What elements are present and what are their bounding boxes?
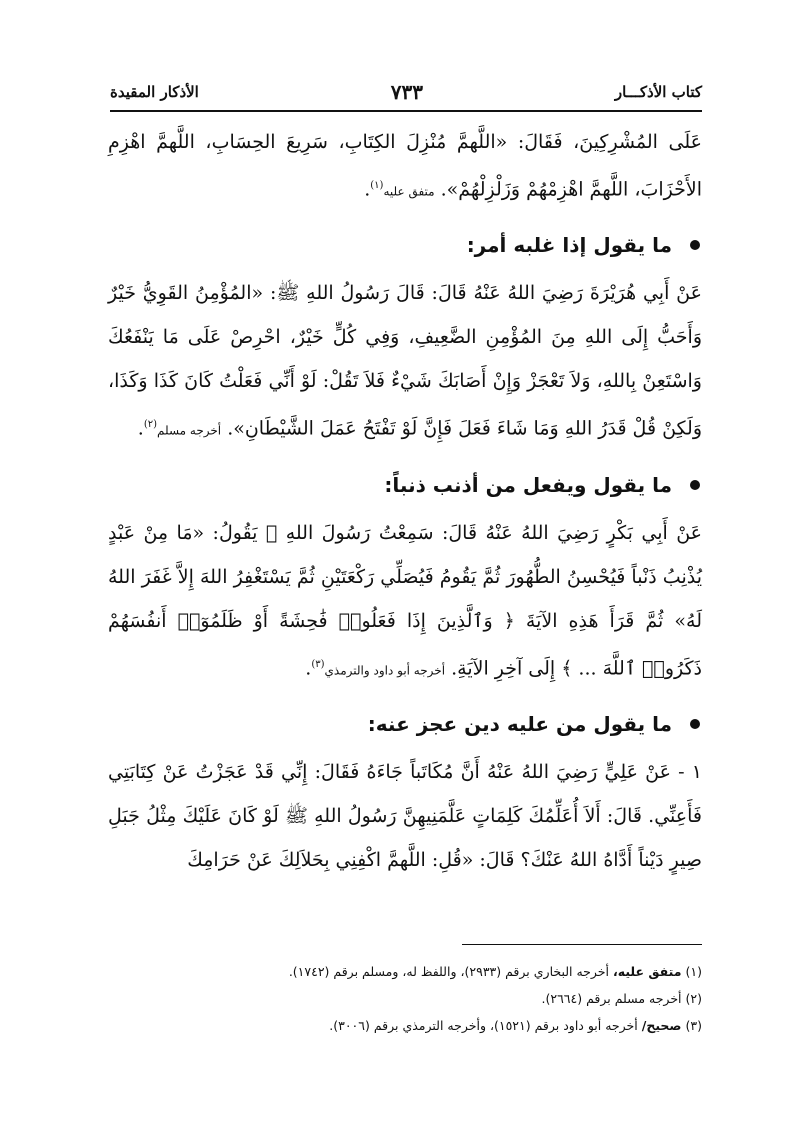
section-heading — [108, 702, 702, 746]
footnote — [110, 985, 702, 1012]
footnote-number: (١) — [685, 964, 702, 979]
footnote-grade: متفق عليه، — [612, 964, 682, 979]
hadith-text: ١ - عَنْ عَلِيٍّ رَضِيَ اللهُ عَنْهُ أَنَّ مُكَاتَباً جَاءَهُ فَقَالَ: إِنِّي قَدْ عَجَزْتُ عَنْ كِتَابَتِي فَأَعِنِّي. قَالَ: أَلاَ أُعَلِّمُكَ كَلِمَاتٍ عَلَّمَنِيهِنَّ رَسُولُ اللهِ ﷺ لَوْ كَانَ عَلَيْكَ مِثْلُ جَبَلِ صِيرٍ دَيْناً أَدَّاهُ اللهُ عَنْكَ؟ قَالَ: «قُلِ: اللَّهمَّ اكْفِنِي بِحَلاَلِكَ عَنْ حَرَامِكَ — [108, 760, 702, 871]
hadith-text: عَنْ أَبِي هُرَيْرَةَ رَضِيَ اللهُ عَنْهُ قَالَ: قَالَ رَسُولُ اللهِ ﷺ: «المُؤْمِنُ القَوِيُّ خَيْرٌ وَأَحَبُّ إِلَى اللهِ مِنَ المُؤْمِنِ الضَّعِيفِ، وَفِي كُلٍّ خَيْرٌ، احْرِصْ عَلَى مَا يَنْفَعُكَ وَاسْتَعِنْ بِاللهِ، وَلاَ تَعْجَزْ وَإِنْ أَصَابَكَ شَيْءٌ فَلاَ تَقُلْ: لَوْ أَنِّي فَعَلْتُ كَانَ كَذَا وَكَذَا، وَلَكِنْ قُلْ قَدَرُ اللهِ وَمَا شَاءَ فَعَلَ فَإِنَّ لَوْ تَفْتَحُ عَمَلَ الشَّيْطَانِ». — [108, 282, 702, 440]
footnote-ref[interactable]: (٣) — [311, 658, 325, 670]
hadith-note: أخرجه مسلم — [157, 423, 222, 438]
footnote — [110, 1012, 702, 1039]
bullet-icon — [690, 480, 700, 490]
section-heading-text: ما يقول من عليه دين عجز عنه: — [367, 711, 672, 736]
footnote-grade: صحيح/ — [641, 1018, 682, 1033]
intro-note: متفق عليه — [383, 184, 435, 199]
footnote-text: أخرجه البخاري برقم (٢٩٣٣)، واللفظ له، ومسلم برقم (١٧٤٢). — [288, 964, 609, 979]
section-title: الأذكار المقيدة — [110, 83, 199, 101]
intro-paragraph: عَلَى المُشْرِكِينَ، فَقَالَ: «اللَّهمَّ مُنْزِلَ الكِتَابِ، سَرِيعَ الحِسَابِ، اللَّهمَّ اهْزِمِ الأَحْزَابَ، اللَّهمَّ اهْزِمْهُمْ وَزَلْزِلْهُمْ». متفق عليه$^{(١)}$. — [108, 131, 702, 201]
section-heading-text: ما يقول ويفعل من أذنب ذنباً: — [384, 472, 672, 497]
main-text — [108, 120, 702, 882]
footnote-rule — [462, 944, 702, 945]
hadith-paragraph: عَنْ أَبِي هُرَيْرَةَ رَضِيَ اللهُ عَنْهُ قَالَ: قَالَ رَسُولُ اللهِ ﷺ: «المُؤْمِنُ القَوِيُّ خَيْرٌ وَأَحَبُّ إِلَى اللهِ مِنَ المُؤْمِنِ الضَّعِيفِ، وَفِي كُلٍّ خَيْرٌ، احْرِصْ عَلَى مَا يَنْفَعُكَ وَاسْتَعِنْ بِاللهِ، وَلاَ تَعْجَزْ وَإِنْ أَصَابَكَ شَيْءٌ فَلاَ تَقُلْ: لَوْ أَنِّي فَعَلْتُ كَانَ كَذَا وَكَذَا، وَلَكِنْ قُلْ قَدَرُ اللهِ وَمَا شَاءَ فَعَلَ فَإِنَّ لَوْ تَفْتَحُ عَمَلَ الشَّيْطَانِ». أخرجه مسلم$^{(٢)}$. — [108, 282, 702, 440]
bullet-icon — [690, 719, 700, 729]
bullet-icon — [690, 240, 700, 250]
footnote-text: أخرجه مسلم برقم (٢٦٦٤). — [541, 991, 682, 1006]
hadith-paragraph — [108, 750, 702, 882]
section-heading — [108, 223, 702, 267]
footnote-number: (٢) — [685, 991, 702, 1006]
section-heading-text: ما يقول إذا غلبه أمر: — [466, 233, 672, 258]
section-heading — [108, 463, 702, 507]
hadith-note: أخرجه أبو داود والترمذي — [324, 662, 446, 677]
footnote-text: أخرجه أبو داود برقم (١٥٢١)، وأخرجه الترمذي برقم (٣٠٠٦). — [329, 1018, 638, 1033]
running-header — [110, 78, 702, 106]
footnote-number: (٣) — [685, 1018, 702, 1033]
header-rule — [110, 110, 702, 112]
footnote — [110, 958, 702, 985]
page-number: ٧٣٣ — [390, 80, 423, 104]
hadith-text: عَنْ أَبِي بَكْرٍ رَضِيَ اللهُ عَنْهُ قَالَ: سَمِعْتُ رَسُولَ اللهِ ﷺ يَقُولُ: «مَا مِنْ عَبْدٍ يُذْنِبُ ذَنْباً فَيُحْسِنُ الطُّهُورَ ثُمَّ يَقُومُ فَيُصَلِّي رَكْعَتَيْنِ ثُمَّ يَسْتَغْفِرُ اللهَ إِلاَّ غَفَرَ اللهُ لَهُ» ثُمَّ قَرَأَ هَذِهِ الآيَةَ ﴿ وَٱلَّذِينَ إِذَا فَعَلُوا۟ فَٰحِشَةً أَوْ ظَلَمُوٓا۟ أَنفُسَهُمْ ذَكَرُوا۟ ٱللَّهَ ... ﴾ إِلَى آخِرِ الآيَةِ. — [108, 521, 702, 679]
book-title: كتاب الأذكـــار — [614, 83, 702, 101]
footnote-ref[interactable]: (٢) — [143, 419, 157, 431]
footnote-ref[interactable]: (١) — [370, 180, 384, 191]
footnotes — [110, 958, 702, 1039]
hadith-paragraph: عَنْ أَبِي بَكْرٍ رَضِيَ اللهُ عَنْهُ قَالَ: سَمِعْتُ رَسُولَ اللهِ ﷺ يَقُولُ: «مَا مِنْ عَبْدٍ يُذْنِبُ ذَنْباً فَيُحْسِنُ الطُّهُورَ ثُمَّ يَقُومُ فَيُصَلِّي رَكْعَتَيْنِ ثُمَّ يَسْتَغْفِرُ اللهَ إِلاَّ غَفَرَ اللهُ لَهُ» ثُمَّ قَرَأَ هَذِهِ الآيَةَ ﴿ وَٱلَّذِينَ إِذَا فَعَلُوا۟ فَٰحِشَةً أَوْ ظَلَمُوٓا۟ أَنفُسَهُمْ ذَكَرُوا۟ ٱللَّهَ ... ﴾ إِلَى آخِرِ الآيَةِ. أخرجه أبو داود والترمذي$^{(٣)}$. — [108, 521, 702, 679]
intro-text: عَلَى المُشْرِكِينَ، فَقَالَ: «اللَّهمَّ مُنْزِلَ الكِتَابِ، سَرِيعَ الحِسَابِ، اللَّهمَّ اهْزِمِ الأَحْزَابَ، اللَّهمَّ اهْزِمْهُمْ وَزَلْزِلْهُمْ». — [108, 131, 702, 201]
